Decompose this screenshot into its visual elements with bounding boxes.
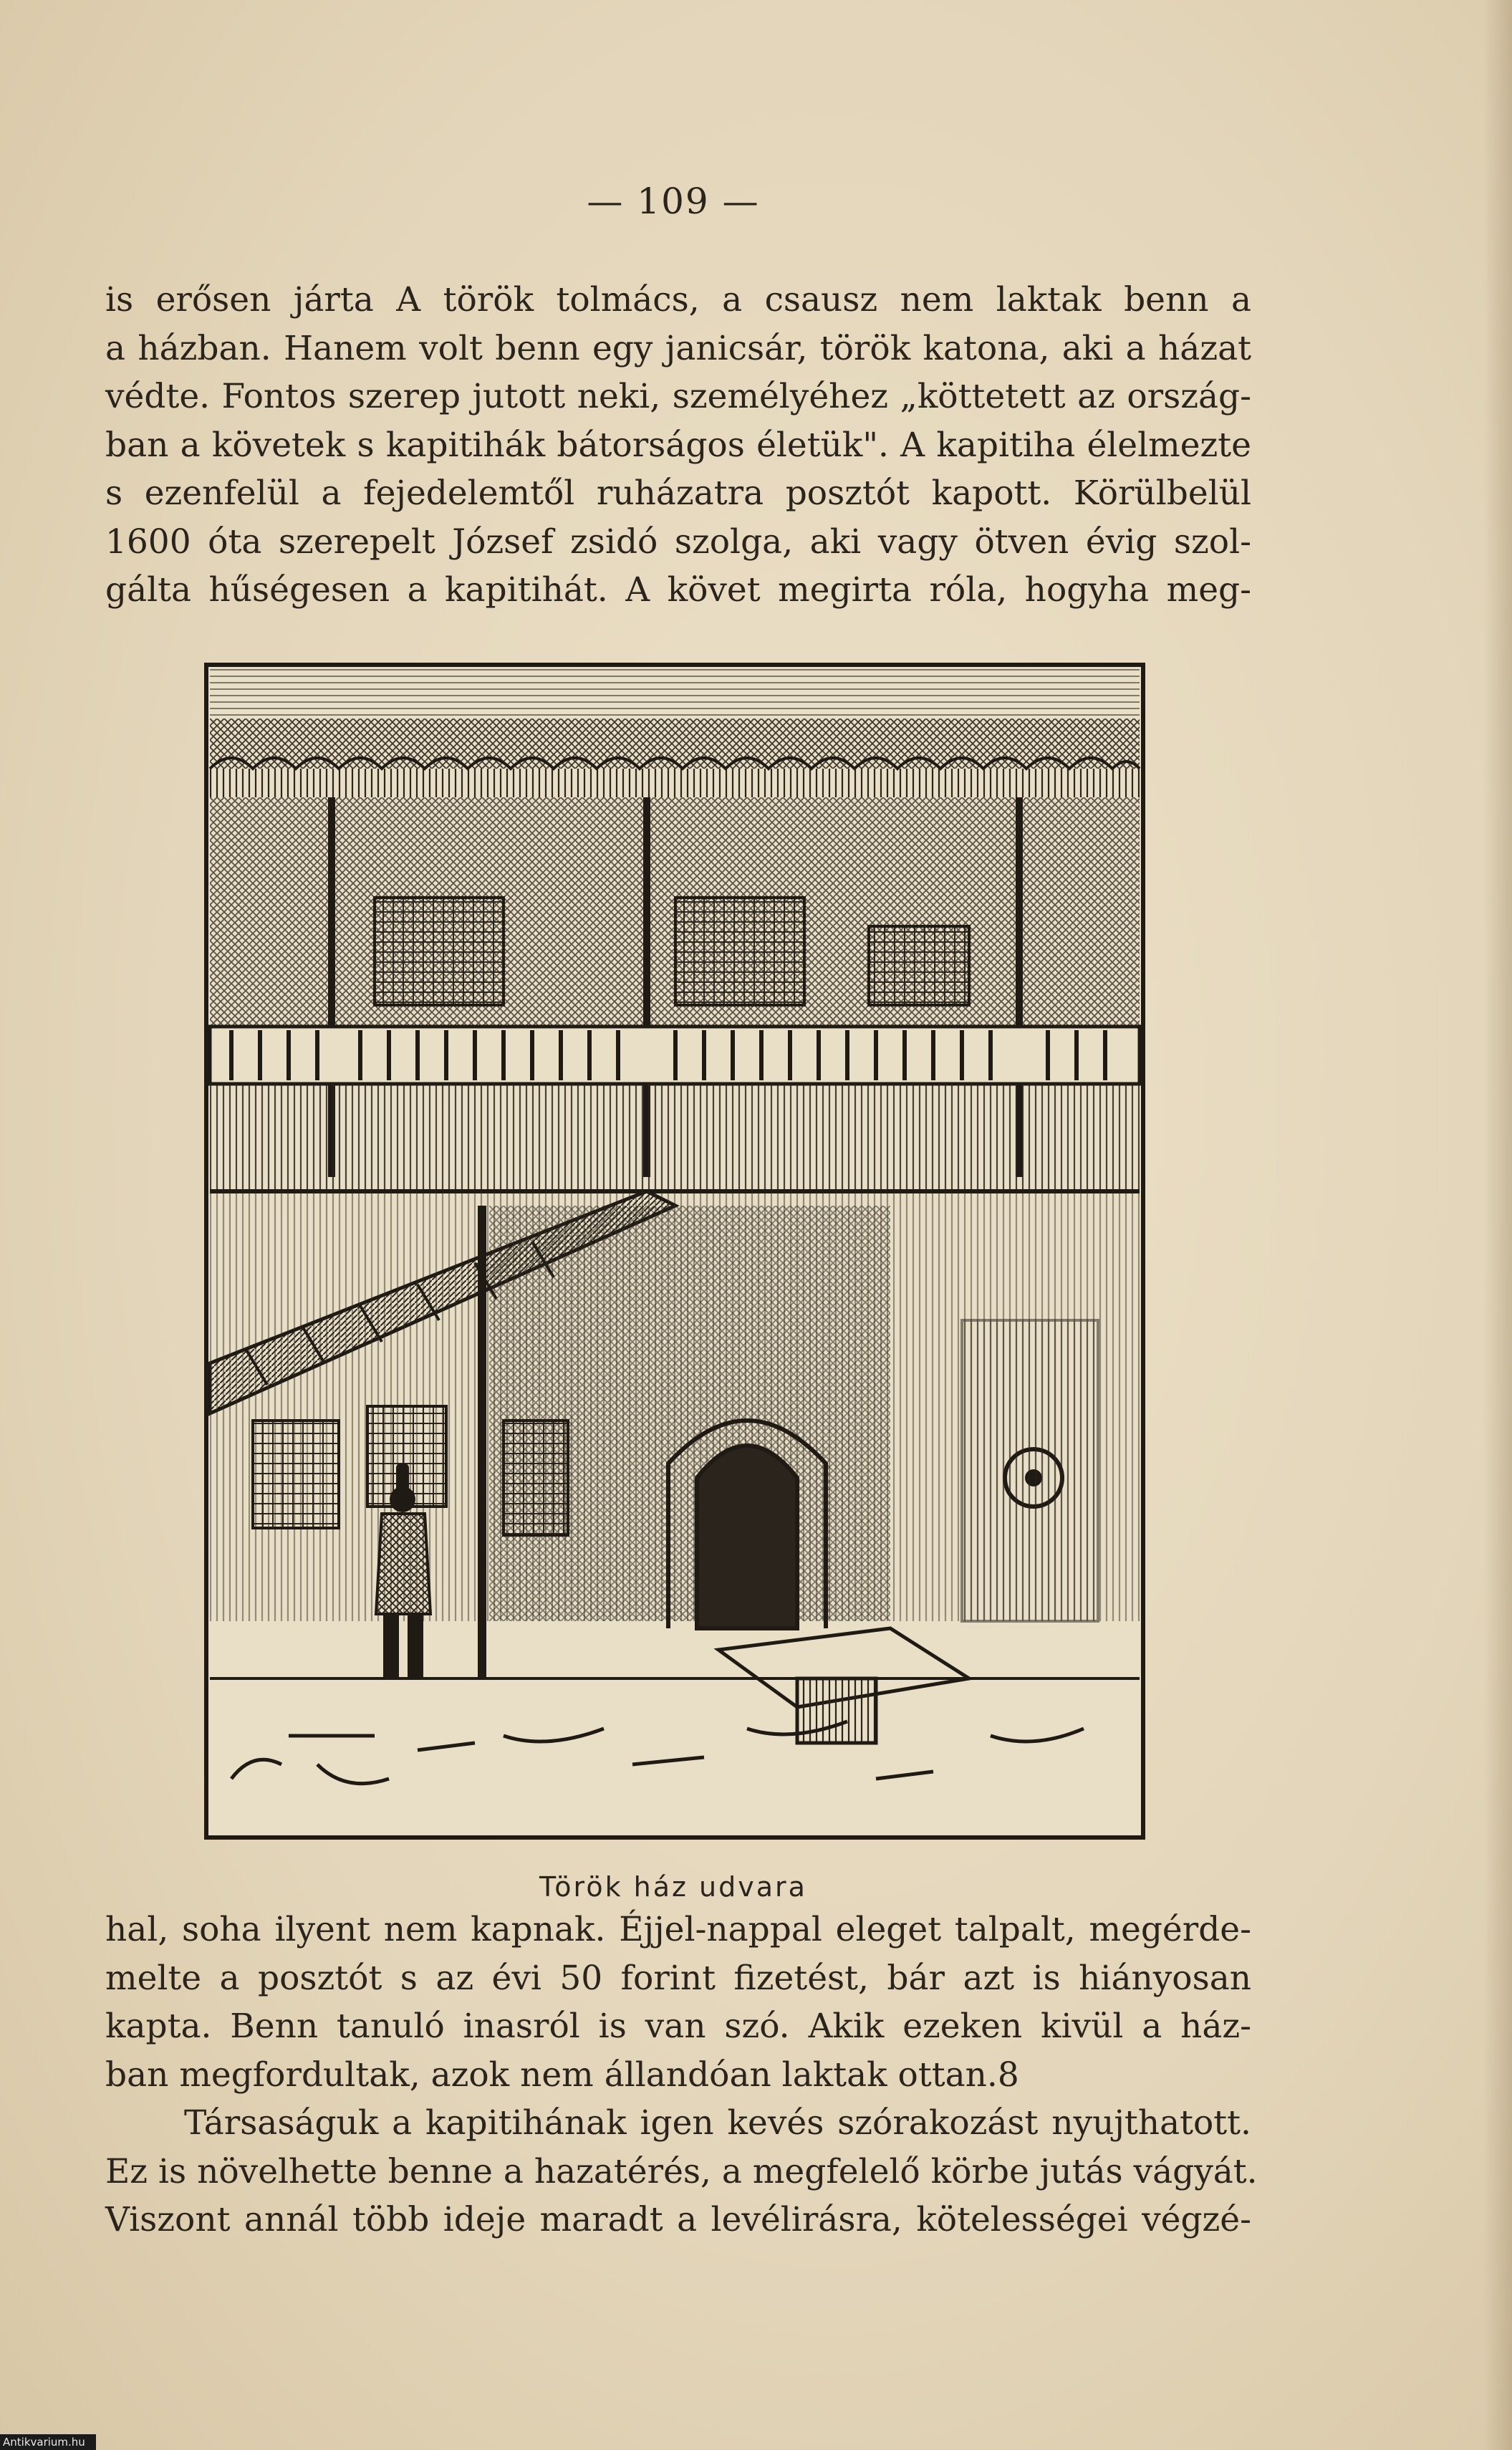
- text-line: kapta. Benn tanuló inasról is van szó. Akik ezeken kivül a ház-: [105, 2007, 1251, 2046]
- text-line: hal, soha ilyent nem kapnak. Éjjel-nappal eleget talpalt, megérde-: [105, 1910, 1251, 1949]
- page-edge-shadow: [1483, 0, 1512, 2450]
- page-number: — 109 —: [587, 181, 760, 222]
- text-line: ban a követek s kapitihák bátorságos életük". A kapitiha élelmezte: [105, 425, 1251, 465]
- text-line: Társaságuk a kapitihának igen kevés szórakozást nyujthatott.: [184, 2103, 1251, 2143]
- illustration-turkish-courtyard: [203, 661, 1147, 1841]
- text-line: melte a posztót s az évi 50 forint fizetést, bár azt is hiányosan: [105, 1958, 1251, 1998]
- paragraph-top: [105, 276, 1251, 615]
- text-line: 1600 óta szerepelt József zsidó szolga, aki vagy ötven évig szol-: [105, 522, 1251, 562]
- text-line: is erősen járta A török tolmács, a csausz nem laktak benn a: [105, 280, 1251, 320]
- text-line: ban megfordultak, azok nem állandóan laktak ottan.8: [105, 2055, 1019, 2095]
- text-line: Viszont annál több ideje maradt a levélirásra, kötelességei végzé-: [105, 2200, 1251, 2239]
- paragraph-bottom: [105, 1906, 1258, 2244]
- watermark: Antikvarium.hu: [0, 2434, 96, 2450]
- text-line: Ez is növelhette benne a hazatérés, a megfelelő körbe jutás vágyát.: [105, 2151, 1258, 2191]
- text-line: gálta hűségesen a kapitihát. A követ megirta róla, hogyha meg-: [105, 570, 1251, 610]
- text-line: s ezenfelül a fejedelemtől ruházatra posztót kapott. Körülbelül: [105, 474, 1251, 513]
- figure-caption: Török ház udvara: [539, 1871, 807, 1903]
- text-line: védte. Fontos szerep jutott neki, személyéhez „köttetett az ország-: [105, 377, 1251, 416]
- text-line: a házban. Hanem volt benn egy janicsár, török katona, aki a házat: [105, 328, 1251, 368]
